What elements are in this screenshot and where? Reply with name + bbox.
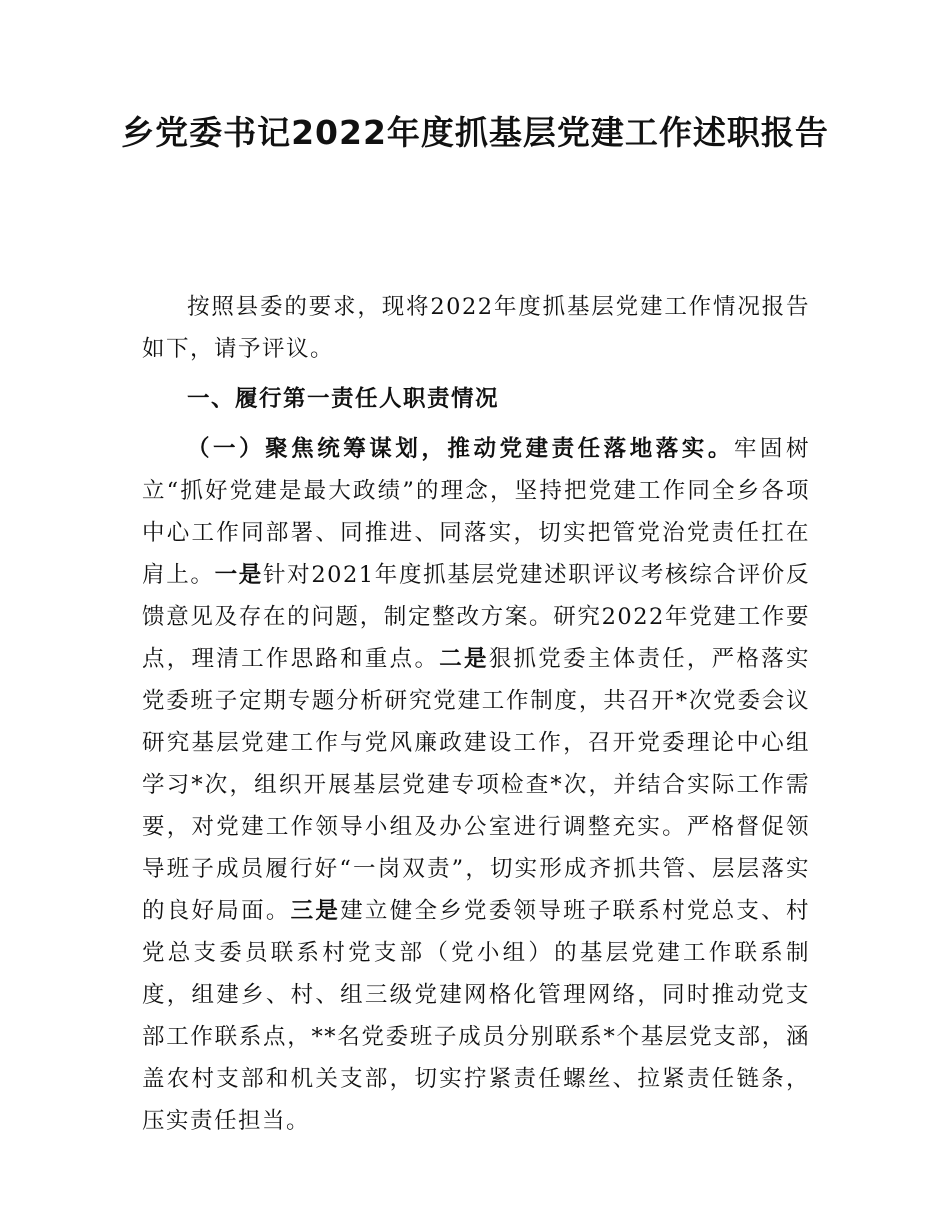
document-title: 乡党委书记2022年度抓基层党建工作述职报告 (121, 113, 829, 152)
paragraph-text: 狠抓党委主体责任，严格落实党委班子定期专题分析研究党建工作制度，共召开*次党委会议研究基层党建工作与党风廉政建设工作，召开党委理论中心组学习*次，组织开展基层党建专项检查*次，并结合实际工作需要，对党建工作领导小组及办公室进行调整充实。严格督促领导班子成员履行好“一岗双责”，切实形成齐抓共管、层层落实的良好局面。 (142, 646, 810, 924)
point-marker: 三是 (290, 898, 341, 924)
section-heading: 一、履行第一责任人职责情况 (187, 386, 500, 412)
paragraph-text: 牢固树立“抓好党建是最大政绩”的理念，坚持把党建工作同全乡各项中心工作同部署、同推进、同落实，切实把管党治党责任扛在肩上。 (142, 436, 810, 588)
subsection-heading: （一）聚焦统筹谋划，推动党建责任落地落实。 (187, 436, 734, 462)
paragraph-text: 建立健全乡党委领导班子联系村党总支、村党总支委员联系村党支部（党小组）的基层党建工作联系制度，组建乡、村、组三级党建网格化管理网络，同时推动党支部工作联系点，**名党委班子成员分别联系*个基层党支部，涵盖农村支部和机关支部，切实拧紧责任螺丝、拉紧责任链条，压实责任担当。 (142, 898, 810, 1134)
point-marker: 一是 (214, 562, 263, 588)
point-marker: 二是 (439, 646, 489, 672)
document-body (142, 286, 810, 1150)
intro-paragraph: 按照县委的要求，现将2022年度抓基层党建工作情况报告如下，请予评议。 (142, 294, 810, 362)
subsection-paragraph (142, 428, 810, 1142)
paragraph-text: 针对2021年度抓基层党建述职评议考核综合评价反馈意见及存在的问题，制定整改方案。研究2022年党建工作要点，理清工作思路和重点。 (142, 562, 810, 672)
